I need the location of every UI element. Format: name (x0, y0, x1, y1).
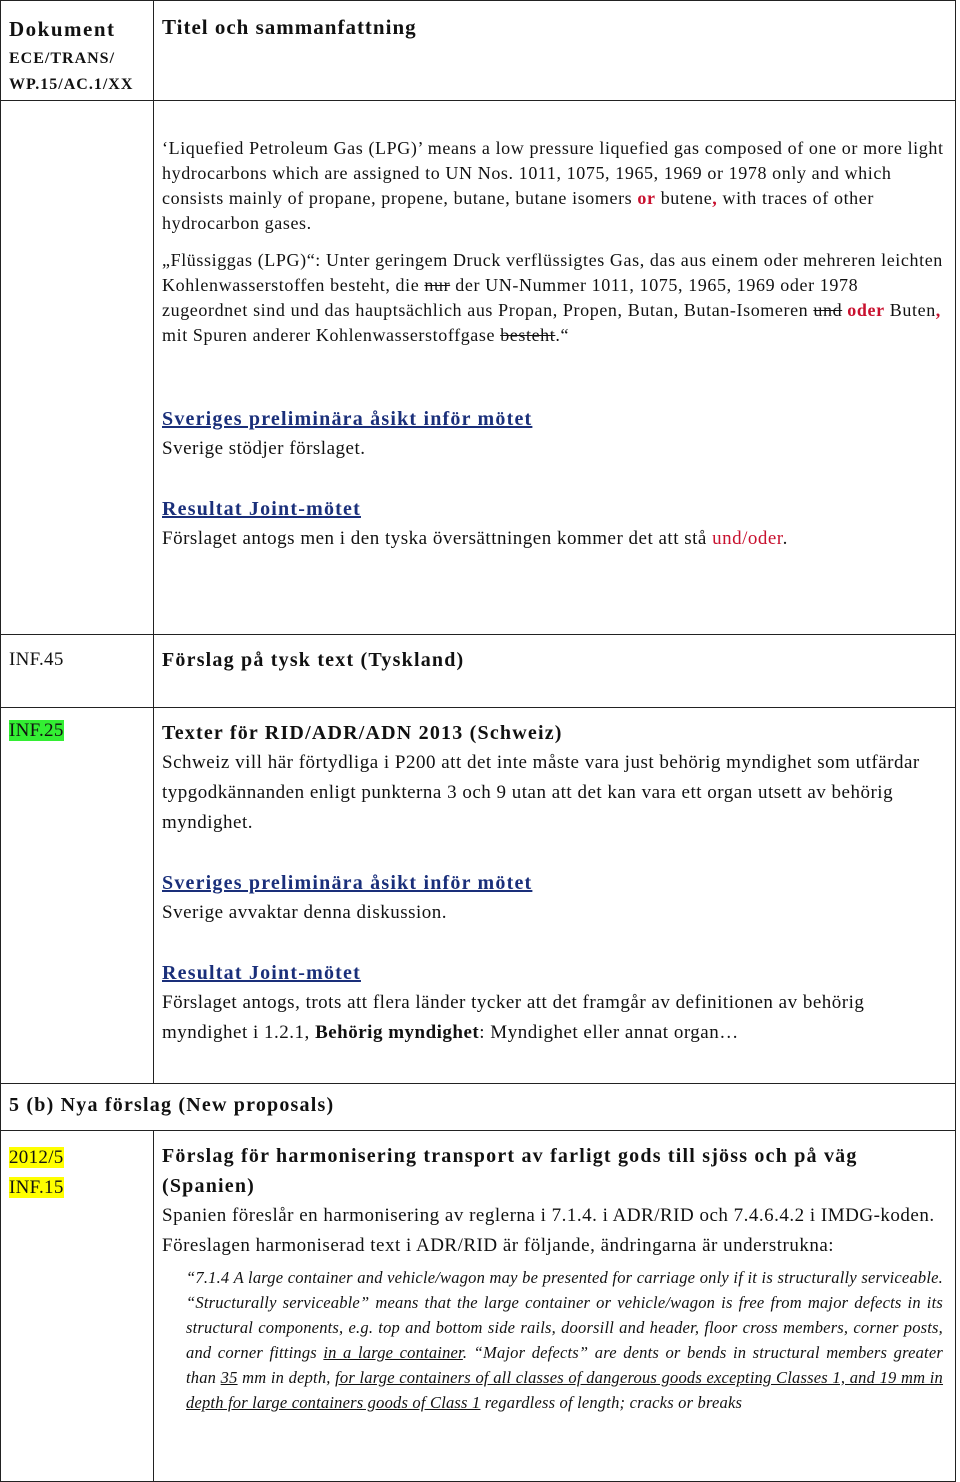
spain-doc-1: 2012/5 (9, 1147, 64, 1168)
inf25-view-text: Sverige avvaktar denna diskussion. (162, 902, 448, 923)
english-definition: ‘Liquefied Petroleum Gas (LPG)’ means a low pressure liquefied gas composed of one or more light hydrocarbons which are assigned to UN Nos. 1011, 1075, 1965, 1969 or 1978 only and which consists mainly of propane, propene, butane, butane isomers or butene, with traces of other hydrocarbon gases. (162, 138, 944, 233)
inf25-content-cell (154, 708, 956, 1084)
spain-doc-cell (1, 1131, 154, 1482)
header-row (1, 1, 956, 101)
inf25-row (1, 708, 956, 1084)
lpg-result-text: Förslaget antogs men i den tyska översättningen kommer det att stå und/oder. (162, 528, 788, 549)
inf25-doc: INF.25 (9, 720, 64, 741)
german-definition: „Flüssiggas (LPG)“: Unter geringem Druck verflüssigtes Gas, das aus einem oder mehreren leichten Kohlenwasserstoffen besteht, die nur der UN-Nummer 1011, 1075, 1965, 1969 oder 1978 zugeordnet sind und das hauptsächlich aus Propan, Propen, Butan, Butan-Isomeren und oder Buten, mit Spuren anderer Kohlenwasserstoffgase besteht.“ (162, 250, 943, 345)
header-doc-sub2: WP.15/AC.1/XX (9, 76, 134, 93)
header-title-cell (154, 1, 956, 101)
inf25-result-heading: Resultat Joint-mötet (162, 962, 361, 984)
header-doc-sub1: ECE/TRANS/ (9, 50, 116, 67)
inf45-doc-cell (1, 635, 154, 708)
spain-text: Spanien föreslår en harmonisering av reglerna i 7.1.4. i ADR/RID och 7.4.6.4.2 i IMDG-koden. Föreslagen harmoniserad text i ADR/RID är följande, ändringarna är understrukna: (162, 1205, 935, 1256)
spain-quote: “7.1.4 A large container and vehicle/wagon may be presented for carriage only if it is structurally serviceable. “Structurally serviceable” means that the large container or vehicle/wagon is free from major defects in its structural components, e.g. top and bottom side rails, doorsill and header, floor cross members, corner posts, and corner fittings in a large container. “Major defects” are dents or bends in structural members greater than 35 mm in depth, for large containers of all classes of dangerous goods excepting Classes 1, and 19 mm in depth for large containers goods of Class 1 regardless of length; cracks or breaks (186, 1268, 944, 1412)
inf45-title-cell (154, 635, 956, 708)
header-title: Titel och sammanfattning (162, 15, 417, 39)
header-doc-title: Dokument (9, 17, 116, 41)
lpg-view-heading: Sveriges preliminära åsikt inför mötet (162, 408, 533, 430)
inf45-row (1, 635, 956, 708)
spain-content-cell (154, 1131, 956, 1482)
inf25-title: Texter för RID/ADR/ADN 2013 (Schweiz) (162, 722, 563, 744)
spain-row (1, 1131, 956, 1482)
header-doc-cell (1, 1, 154, 101)
inf25-doc-cell (1, 708, 154, 1084)
spain-doc-2: INF.15 (9, 1177, 64, 1198)
inf45-doc: INF.45 (9, 649, 64, 670)
lpg-result-heading: Resultat Joint-mötet (162, 498, 361, 520)
inf25-result-text: Förslaget antogs, trots att flera länder tycker att det framgår av definitionen av behörig myndighet i 1.2.1, Behörig myndighet: Myndighet eller annat organ… (162, 992, 865, 1043)
inf25-text: Schweiz vill här förtydliga i P200 att det inte måste vara just behörig myndighet som utfärdar typgodkännanden enligt punkterna 3 och 9 utan att det kan vara ett organ utsett av behörig myndighet. (162, 752, 920, 833)
lpg-doc-cell (1, 101, 154, 635)
section5-cell (1, 1084, 956, 1131)
lpg-row (1, 101, 956, 635)
inf45-title: Förslag på tysk text (Tyskland) (162, 649, 465, 671)
inf25-view-heading: Sveriges preliminära åsikt inför mötet (162, 872, 533, 894)
section5-title: 5 (b) Nya förslag (New proposals) (9, 1094, 335, 1116)
lpg-content-cell (154, 101, 956, 635)
spain-title: Förslag för harmonisering transport av farligt gods till sjöss och på väg (Spanien) (162, 1145, 858, 1197)
section5-row (1, 1084, 956, 1131)
lpg-view-text: Sverige stödjer förslaget. (162, 438, 366, 459)
